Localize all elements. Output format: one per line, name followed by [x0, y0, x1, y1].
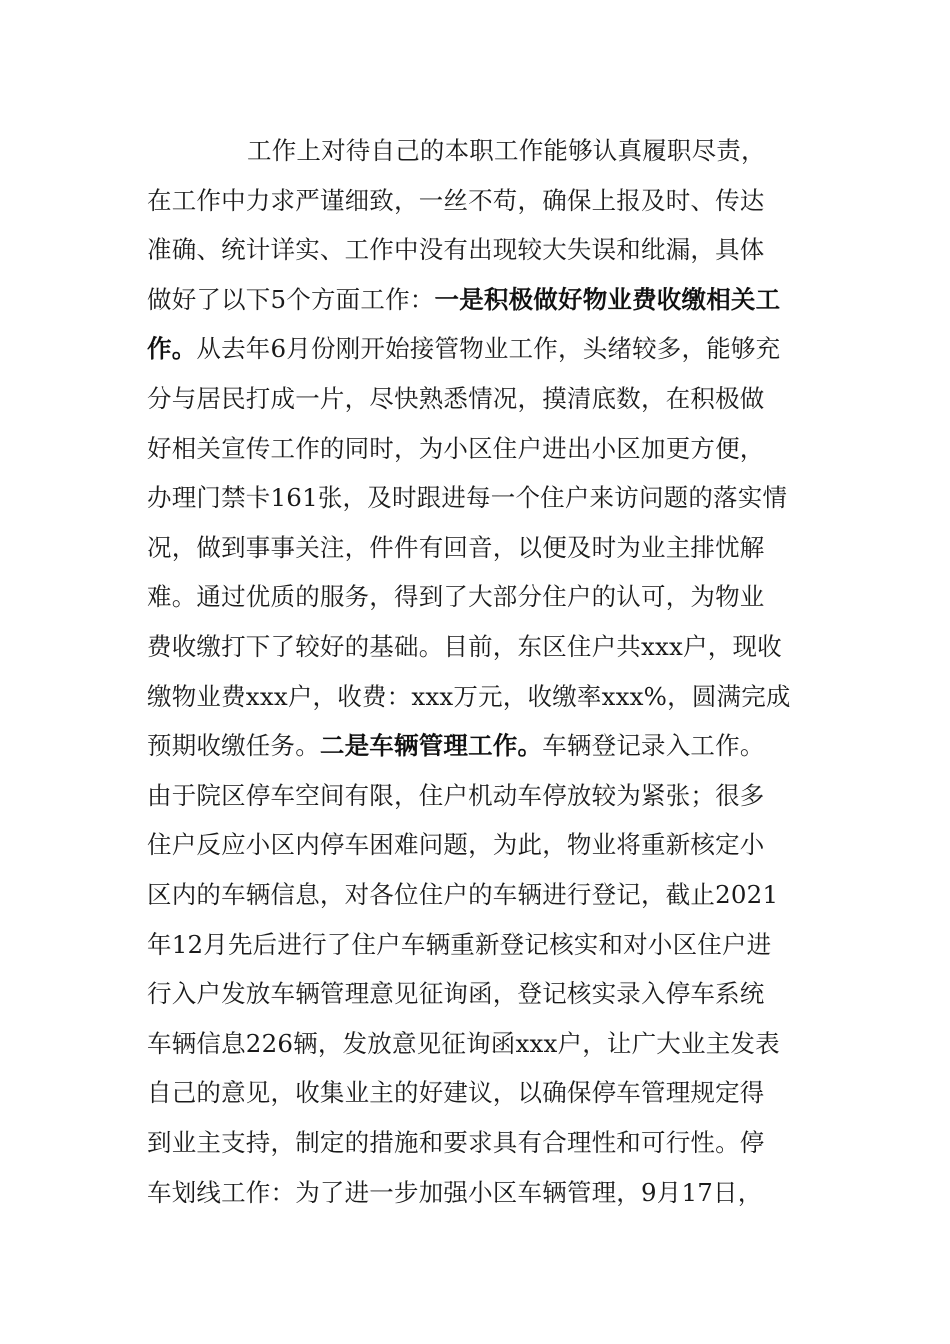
body-text: 车辆登记录入工作。: [542, 731, 765, 760]
body-text: 车辆信息226辆，发放意见征询函xxx户，让广大业主发表: [147, 1029, 780, 1058]
text-line: [147, 974, 765, 1014]
body-text: 住户反应小区内停车困难问题，为此，物业将重新核定小: [147, 830, 765, 859]
body-text: 工作上对待自己的本职工作能够认真履职尽责，: [247, 136, 766, 165]
text-line: [147, 825, 765, 865]
text-line: [147, 478, 787, 518]
text-line: [147, 280, 780, 320]
text-line: [147, 577, 765, 617]
bold-heading-text: 作。: [147, 334, 197, 363]
body-text: 由于院区停车空间有限，住户机动车停放较为紧张；很多: [147, 781, 765, 810]
text-line: [147, 1173, 762, 1213]
text-line: [147, 429, 765, 469]
body-text: 难。通过优质的服务，得到了大部分住户的认可，为物业: [147, 582, 765, 611]
text-line: [147, 1073, 765, 1113]
body-text: 车划线工作：为了进一步加强小区车辆管理，9月17日，: [147, 1178, 763, 1207]
text-line: [147, 379, 765, 419]
text-line: [147, 528, 765, 568]
body-text: 到业主支持，制定的措施和要求具有合理性和可行性。停: [147, 1128, 765, 1157]
body-text: 行入户发放车辆管理意见征询函，登记核实录入停车系统: [147, 979, 765, 1008]
text-line: [147, 1123, 765, 1163]
text-line: [147, 925, 771, 965]
body-text: 分与居民打成一片，尽快熟悉情况，摸清底数，在积极做: [147, 384, 765, 413]
body-text: 在工作中力求严谨细致，一丝不苟，确保上报及时、传达: [147, 186, 765, 215]
text-line: [147, 677, 791, 717]
text-line: [147, 181, 765, 221]
text-line: [147, 1024, 780, 1064]
body-text: 况，做到事事关注，件件有回音，以便及时为业主排忧解: [147, 533, 765, 562]
body-text: 区内的车辆信息，对各位住户的车辆进行登记，截止2021: [147, 880, 779, 909]
body-text: 缴物业费xxx户，收费：xxx万元，收缴率xxx%，圆满完成: [147, 682, 791, 711]
text-line: [147, 776, 765, 816]
text-line: [147, 726, 765, 766]
text-line: [147, 875, 778, 915]
bold-heading-text: 二是车辆管理工作。: [319, 731, 543, 760]
body-text: 费收缴打下了较好的基础。目前，东区住户共xxx户，现收: [147, 632, 782, 661]
text-line: [147, 627, 782, 667]
bold-heading-text: 一是积极做好物业费收缴相关工: [434, 285, 781, 314]
body-text: 预期收缴任务。: [147, 731, 320, 760]
body-text: 从去年6月份刚开始接管物业工作，头绪较多，能够充: [196, 334, 781, 363]
body-text: 自己的意见，收集业主的好建议，以确保停车管理规定得: [147, 1078, 765, 1107]
body-text: 年12月先后进行了住户车辆重新登记核实和对小区住户进: [147, 930, 772, 959]
text-line: [147, 329, 780, 369]
body-text: 好相关宣传工作的同时，为小区住户进出小区加更方便，: [147, 434, 765, 463]
body-text: 办理门禁卡161张，及时跟进每一个住户来访问题的落实情: [147, 483, 788, 512]
text-line: [247, 131, 766, 171]
body-text: 做好了以下5个方面工作：: [147, 285, 435, 314]
body-text: 准确、统计详实、工作中没有出现较大失误和纰漏，具体: [147, 235, 765, 264]
text-line: [147, 230, 765, 270]
